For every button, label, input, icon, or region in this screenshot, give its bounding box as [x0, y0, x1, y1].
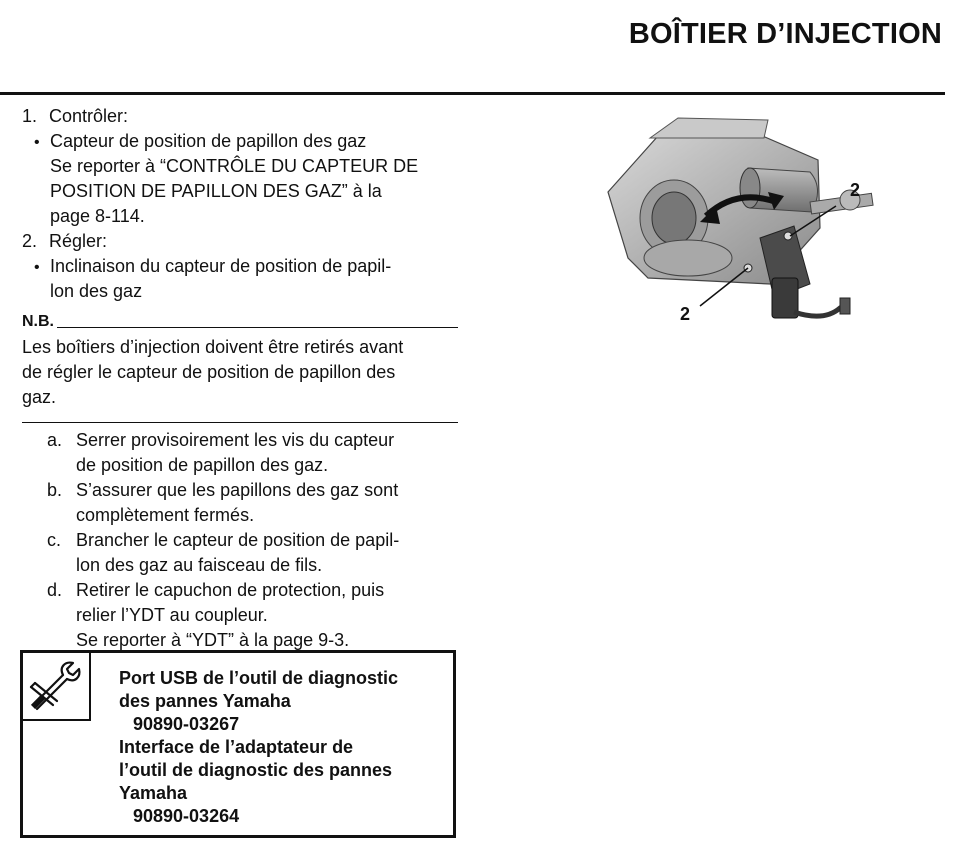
substep-text: de position de papillon des gaz. [76, 455, 329, 475]
tool-name: des pannes Yamaha [119, 691, 291, 711]
note-end-rule [22, 422, 458, 423]
substep-text: Serrer provisoirement les vis du capteur [76, 430, 395, 450]
step-label: Contrôler: [49, 106, 129, 126]
substep-letter: c. [47, 530, 62, 550]
note-line: gaz. [22, 387, 57, 407]
step-1 [22, 104, 458, 129]
substep-letter: b. [47, 480, 63, 500]
substep-d [22, 578, 458, 603]
step-number: 1. [22, 106, 38, 126]
substep-text: complètement fermés. [76, 505, 255, 525]
wrench-screwdriver-icon [23, 653, 91, 721]
tool-name: Yamaha [119, 783, 188, 803]
reference-line: page 8-114. [50, 206, 145, 226]
step-2 [22, 229, 458, 254]
reference-line: POSITION DE PAPILLON DES GAZ” à la [50, 181, 382, 201]
note-label: N.B. [22, 313, 54, 330]
throttle-body-illustration [588, 108, 888, 338]
check-bullet-item [22, 129, 458, 154]
substep-letter: a. [47, 430, 63, 450]
tool-name: Interface de l’adaptateur de [119, 737, 354, 757]
tool-list [119, 667, 398, 828]
step-number: 2. [22, 231, 38, 251]
tool-part-number: 90890-03264 [133, 806, 240, 826]
special-tools-box [20, 650, 456, 838]
substep-reference: Se reporter à “YDT” à la page 9-3. [76, 630, 350, 650]
tool-name: Port USB de l’outil de diagnostic [119, 668, 399, 688]
bullet-icon: • [34, 134, 40, 151]
procedure-column [22, 104, 458, 653]
substep-text: Retirer le capuchon de protection, puis [76, 580, 385, 600]
substep-text: lon des gaz au faisceau de fils. [76, 555, 323, 575]
adjust-item-label-cont: lon des gaz [50, 281, 143, 301]
note-line: de régler le capteur de position de papillon des [22, 362, 396, 382]
check-item-label: Capteur de position de papillon des gaz [50, 131, 367, 151]
note-body [22, 335, 458, 410]
adjust-item-label: Inclinaison du capteur de position de papil- [50, 256, 392, 276]
substep-c [22, 528, 458, 553]
substep-letter: d. [47, 580, 63, 600]
note-line: Les boîtiers d’injection doivent être retirés avant [22, 337, 404, 357]
step-label: Régler: [49, 231, 108, 251]
bullet-icon: • [34, 259, 40, 276]
title-divider [0, 92, 945, 95]
note-header [22, 307, 458, 332]
callout-label: 2 [850, 180, 861, 200]
substep-a [22, 428, 458, 453]
substep-text: S’assurer que les papillons des gaz sont [76, 480, 399, 500]
page-title: BOÎTIER D’INJECTION [628, 18, 942, 50]
tool-name: l’outil de diagnostic des pannes [119, 760, 393, 780]
callout-label: 2 [680, 304, 691, 324]
substep-text: relier l’YDT au coupleur. [76, 605, 268, 625]
note-rule [57, 327, 458, 328]
substep-text: Brancher le capteur de position de papil- [76, 530, 400, 550]
reference-line: Se reporter à “CONTRÔLE DU CAPTEUR DE [50, 156, 419, 176]
adjust-bullet-item [22, 254, 458, 279]
substep-b [22, 478, 458, 503]
tool-part-number: 90890-03267 [133, 714, 240, 734]
